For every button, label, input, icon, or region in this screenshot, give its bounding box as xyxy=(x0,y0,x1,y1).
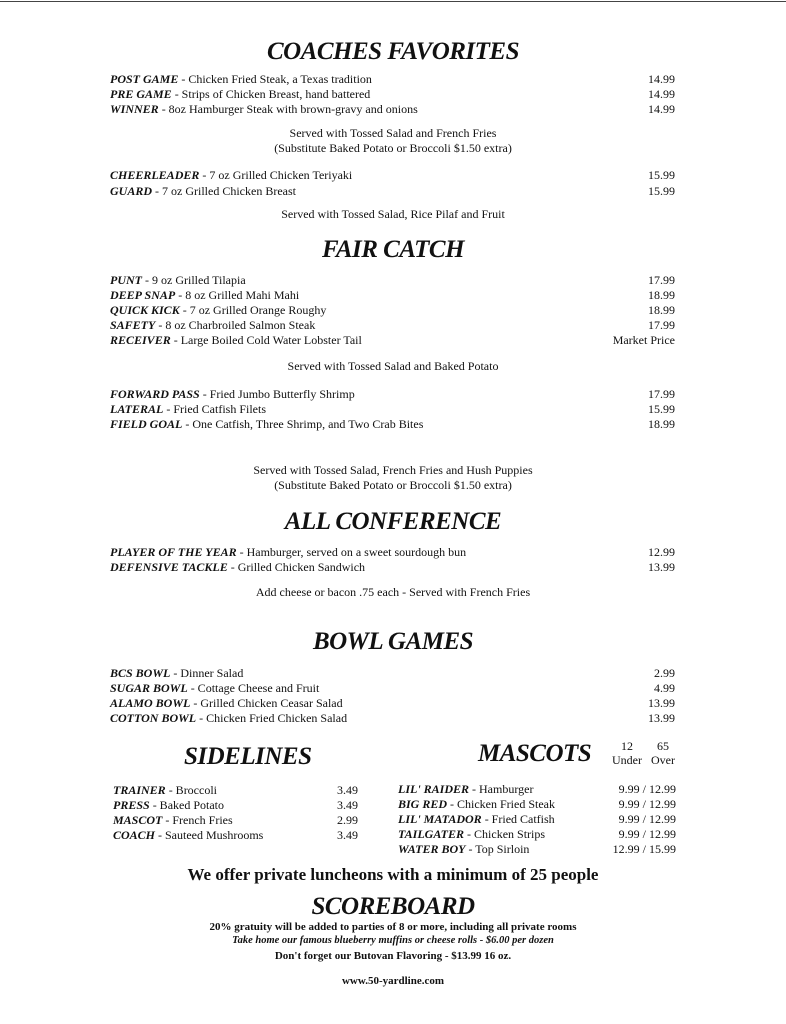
menu-item xyxy=(113,798,358,813)
item-price: 2.99 xyxy=(337,813,358,827)
item-price: 17.99 xyxy=(648,387,675,401)
item-price: 18.99 xyxy=(648,288,675,302)
item-price: 17.99 xyxy=(648,273,675,287)
menu-item xyxy=(398,827,676,842)
item-price: 15.99 xyxy=(648,168,675,182)
item-name: TRAINER xyxy=(113,783,166,797)
item-desc: - Grilled Chicken Ceasar Salad xyxy=(190,696,343,710)
substitute-note: (Substitute Baked Potato or Broccoli $1.50 extra) xyxy=(274,478,512,492)
item-price: 18.99 xyxy=(648,303,675,317)
section-title-fair-catch: FAIR CATCH xyxy=(321,236,465,263)
top-rule xyxy=(0,1,786,2)
menu-item xyxy=(110,387,675,402)
item-name: DEEP SNAP xyxy=(110,288,176,302)
item-desc: - Broccoli xyxy=(165,783,218,797)
menu-item xyxy=(110,333,675,348)
item-desc: - Grilled Chicken Sandwich xyxy=(227,560,366,574)
menu-item xyxy=(398,782,676,797)
item-price: 9.99 / 12.99 xyxy=(618,827,676,841)
menu-item xyxy=(110,168,675,183)
menu-item xyxy=(398,797,676,812)
menu-item xyxy=(110,102,675,117)
item-name: COTTON BOWL xyxy=(110,711,197,725)
menu-item xyxy=(110,87,675,102)
item-price: 18.99 xyxy=(648,417,675,431)
add-on-note: Add cheese or bacon .75 each - Served with French Fries xyxy=(255,585,531,599)
item-price: Market Price xyxy=(612,333,675,347)
item-name: LIL' RAIDER xyxy=(398,782,470,796)
item-name: COACH xyxy=(113,828,156,842)
menu-item xyxy=(110,696,675,711)
menu-item xyxy=(398,812,676,827)
item-desc: - 7 oz Grilled Orange Roughy xyxy=(179,303,327,317)
item-desc: - Hamburger xyxy=(469,782,534,796)
item-name: BIG RED xyxy=(398,797,448,811)
item-price: 3.49 xyxy=(337,783,358,797)
item-name: ALAMO BOWL xyxy=(110,696,191,710)
served-with-note: Served with Tossed Salad and French Fries xyxy=(289,126,497,140)
item-desc: - Baked Potato xyxy=(149,798,225,812)
item-desc: - Sauteed Mushrooms xyxy=(155,828,264,842)
item-name: WINNER xyxy=(110,102,159,116)
menu-item xyxy=(398,842,676,857)
item-desc: - 7 oz Grilled Chicken Teriyaki xyxy=(199,168,353,182)
menu-item xyxy=(110,184,675,199)
section-title-sidelines: SIDELINES xyxy=(184,743,312,770)
item-name: TAILGATER xyxy=(398,827,465,841)
item-desc: - One Catfish, Three Shrimp, and Two Crab Bites xyxy=(182,417,424,431)
butovan-notice: Don't forget our Butovan Flavoring - $13.99 16 oz. xyxy=(274,950,512,962)
served-with-note: Served with Tossed Salad and Baked Potato xyxy=(287,359,499,373)
item-name: LIL' MATADOR xyxy=(398,812,482,826)
item-desc: - 9 oz Grilled Tilapia xyxy=(142,273,246,287)
item-name: PRESS xyxy=(113,798,150,812)
item-desc: - Top Sirloin xyxy=(465,842,530,856)
item-name: FIELD GOAL xyxy=(110,417,183,431)
item-price: 13.99 xyxy=(648,711,675,725)
menu-item xyxy=(110,318,675,333)
gratuity-notice: 20% gratuity will be added to parties of 8 or more, including all private rooms xyxy=(209,921,577,933)
menu-item xyxy=(110,545,675,560)
item-desc: - Fried Jumbo Butterfly Shrimp xyxy=(199,387,355,401)
item-desc: - Large Boiled Cold Water Lobster Tail xyxy=(170,333,362,347)
column-header-age: 65 xyxy=(657,739,669,753)
item-price: 12.99 / 15.99 xyxy=(612,842,676,856)
item-desc: - Chicken Strips xyxy=(464,827,546,841)
item-price: 14.99 xyxy=(648,87,675,101)
item-name: CHEERLEADER xyxy=(110,168,200,182)
item-desc: - 8 oz Grilled Mahi Mahi xyxy=(175,288,300,302)
column-header-age: 12 xyxy=(621,739,633,753)
item-name: LATERAL xyxy=(110,402,164,416)
menu-item xyxy=(110,711,675,726)
menu-item xyxy=(110,417,675,432)
item-price: 15.99 xyxy=(648,402,675,416)
section-title-mascots: MASCOTS xyxy=(478,740,592,767)
menu-item xyxy=(113,783,358,798)
item-price: 13.99 xyxy=(648,560,675,574)
section-title-coaches-favorites: COACHES FAVORITES xyxy=(266,38,520,65)
column-header-label: Under xyxy=(612,753,642,767)
item-price: 3.49 xyxy=(337,828,358,842)
menu-item xyxy=(113,813,358,828)
served-with-note: Served with Tossed Salad, French Fries and Hush Puppies xyxy=(253,463,533,477)
section-title-scoreboard: SCOREBOARD xyxy=(311,893,475,920)
menu-item xyxy=(110,72,675,87)
item-name: PRE GAME xyxy=(110,87,172,101)
item-name: FORWARD PASS xyxy=(110,387,200,401)
item-price: 9.99 / 12.99 xyxy=(618,782,676,796)
menu-item xyxy=(110,402,675,417)
item-name: BCS BOWL xyxy=(110,666,171,680)
item-name: SUGAR BOWL xyxy=(110,681,188,695)
item-name: MASCOT xyxy=(113,813,163,827)
item-desc: - 7 oz Grilled Chicken Breast xyxy=(152,184,296,198)
menu-item xyxy=(113,828,358,843)
menu-item xyxy=(110,303,675,318)
column-header-over-65 xyxy=(644,739,682,767)
item-name: POST GAME xyxy=(110,72,179,86)
item-desc: - Chicken Fried Chicken Salad xyxy=(196,711,348,725)
item-name: RECEIVER xyxy=(110,333,171,347)
item-desc: - Strips of Chicken Breast, hand battered xyxy=(171,87,371,101)
section-title-all-conference: ALL CONFERENCE xyxy=(284,508,502,535)
item-name: QUICK KICK xyxy=(110,303,180,317)
menu-item xyxy=(110,273,675,288)
item-name: PLAYER OF THE YEAR xyxy=(110,545,237,559)
item-desc: - Chicken Fried Steak xyxy=(447,797,555,811)
item-price: 14.99 xyxy=(648,72,675,86)
private-luncheon-notice: We offer private luncheons with a minimum of 25 people xyxy=(187,865,599,884)
website-link[interactable]: www.50-yardline.com xyxy=(341,975,445,987)
menu-item xyxy=(110,681,675,696)
item-desc: - Hamburger, served on a sweet sourdough bun xyxy=(236,545,467,559)
item-name: SAFETY xyxy=(110,318,156,332)
item-desc: - Cottage Cheese and Fruit xyxy=(187,681,320,695)
muffins-notice: Take home our famous blueberry muffins or cheese rolls - $6.00 per dozen xyxy=(232,935,554,946)
item-price: 9.99 / 12.99 xyxy=(618,797,676,811)
item-price: 13.99 xyxy=(648,696,675,710)
served-with-note: Served with Tossed Salad, Rice Pilaf and Fruit xyxy=(281,207,505,221)
item-desc: - French Fries xyxy=(162,813,233,827)
menu-item xyxy=(110,666,675,681)
item-price: 12.99 xyxy=(648,545,675,559)
menu-item xyxy=(110,288,675,303)
item-price: 15.99 xyxy=(648,184,675,198)
column-header-under-12 xyxy=(606,739,648,767)
section-title-bowl-games: BOWL GAMES xyxy=(312,628,474,655)
item-name: PUNT xyxy=(110,273,142,287)
column-header-label: Over xyxy=(651,753,675,767)
item-desc: - 8 oz Charbroiled Salmon Steak xyxy=(155,318,316,332)
substitute-note: (Substitute Baked Potato or Broccoli $1.50 extra) xyxy=(274,141,512,155)
item-name: WATER BOY xyxy=(398,842,466,856)
menu-item xyxy=(110,560,675,575)
item-price: 4.99 xyxy=(654,681,675,695)
item-desc: - 8oz Hamburger Steak with brown-gravy and onions xyxy=(158,102,418,116)
item-price: 17.99 xyxy=(648,318,675,332)
item-price: 9.99 / 12.99 xyxy=(618,812,676,826)
item-price: 3.49 xyxy=(337,798,358,812)
item-desc: - Fried Catfish xyxy=(481,812,555,826)
item-desc: - Dinner Salad xyxy=(170,666,244,680)
item-price: 14.99 xyxy=(648,102,675,116)
item-desc: - Chicken Fried Steak, a Texas tradition xyxy=(178,72,372,86)
item-desc: - Fried Catfish Filets xyxy=(163,402,267,416)
item-name: DEFENSIVE TACKLE xyxy=(110,560,228,574)
item-price: 2.99 xyxy=(654,666,675,680)
item-name: GUARD xyxy=(110,184,153,198)
